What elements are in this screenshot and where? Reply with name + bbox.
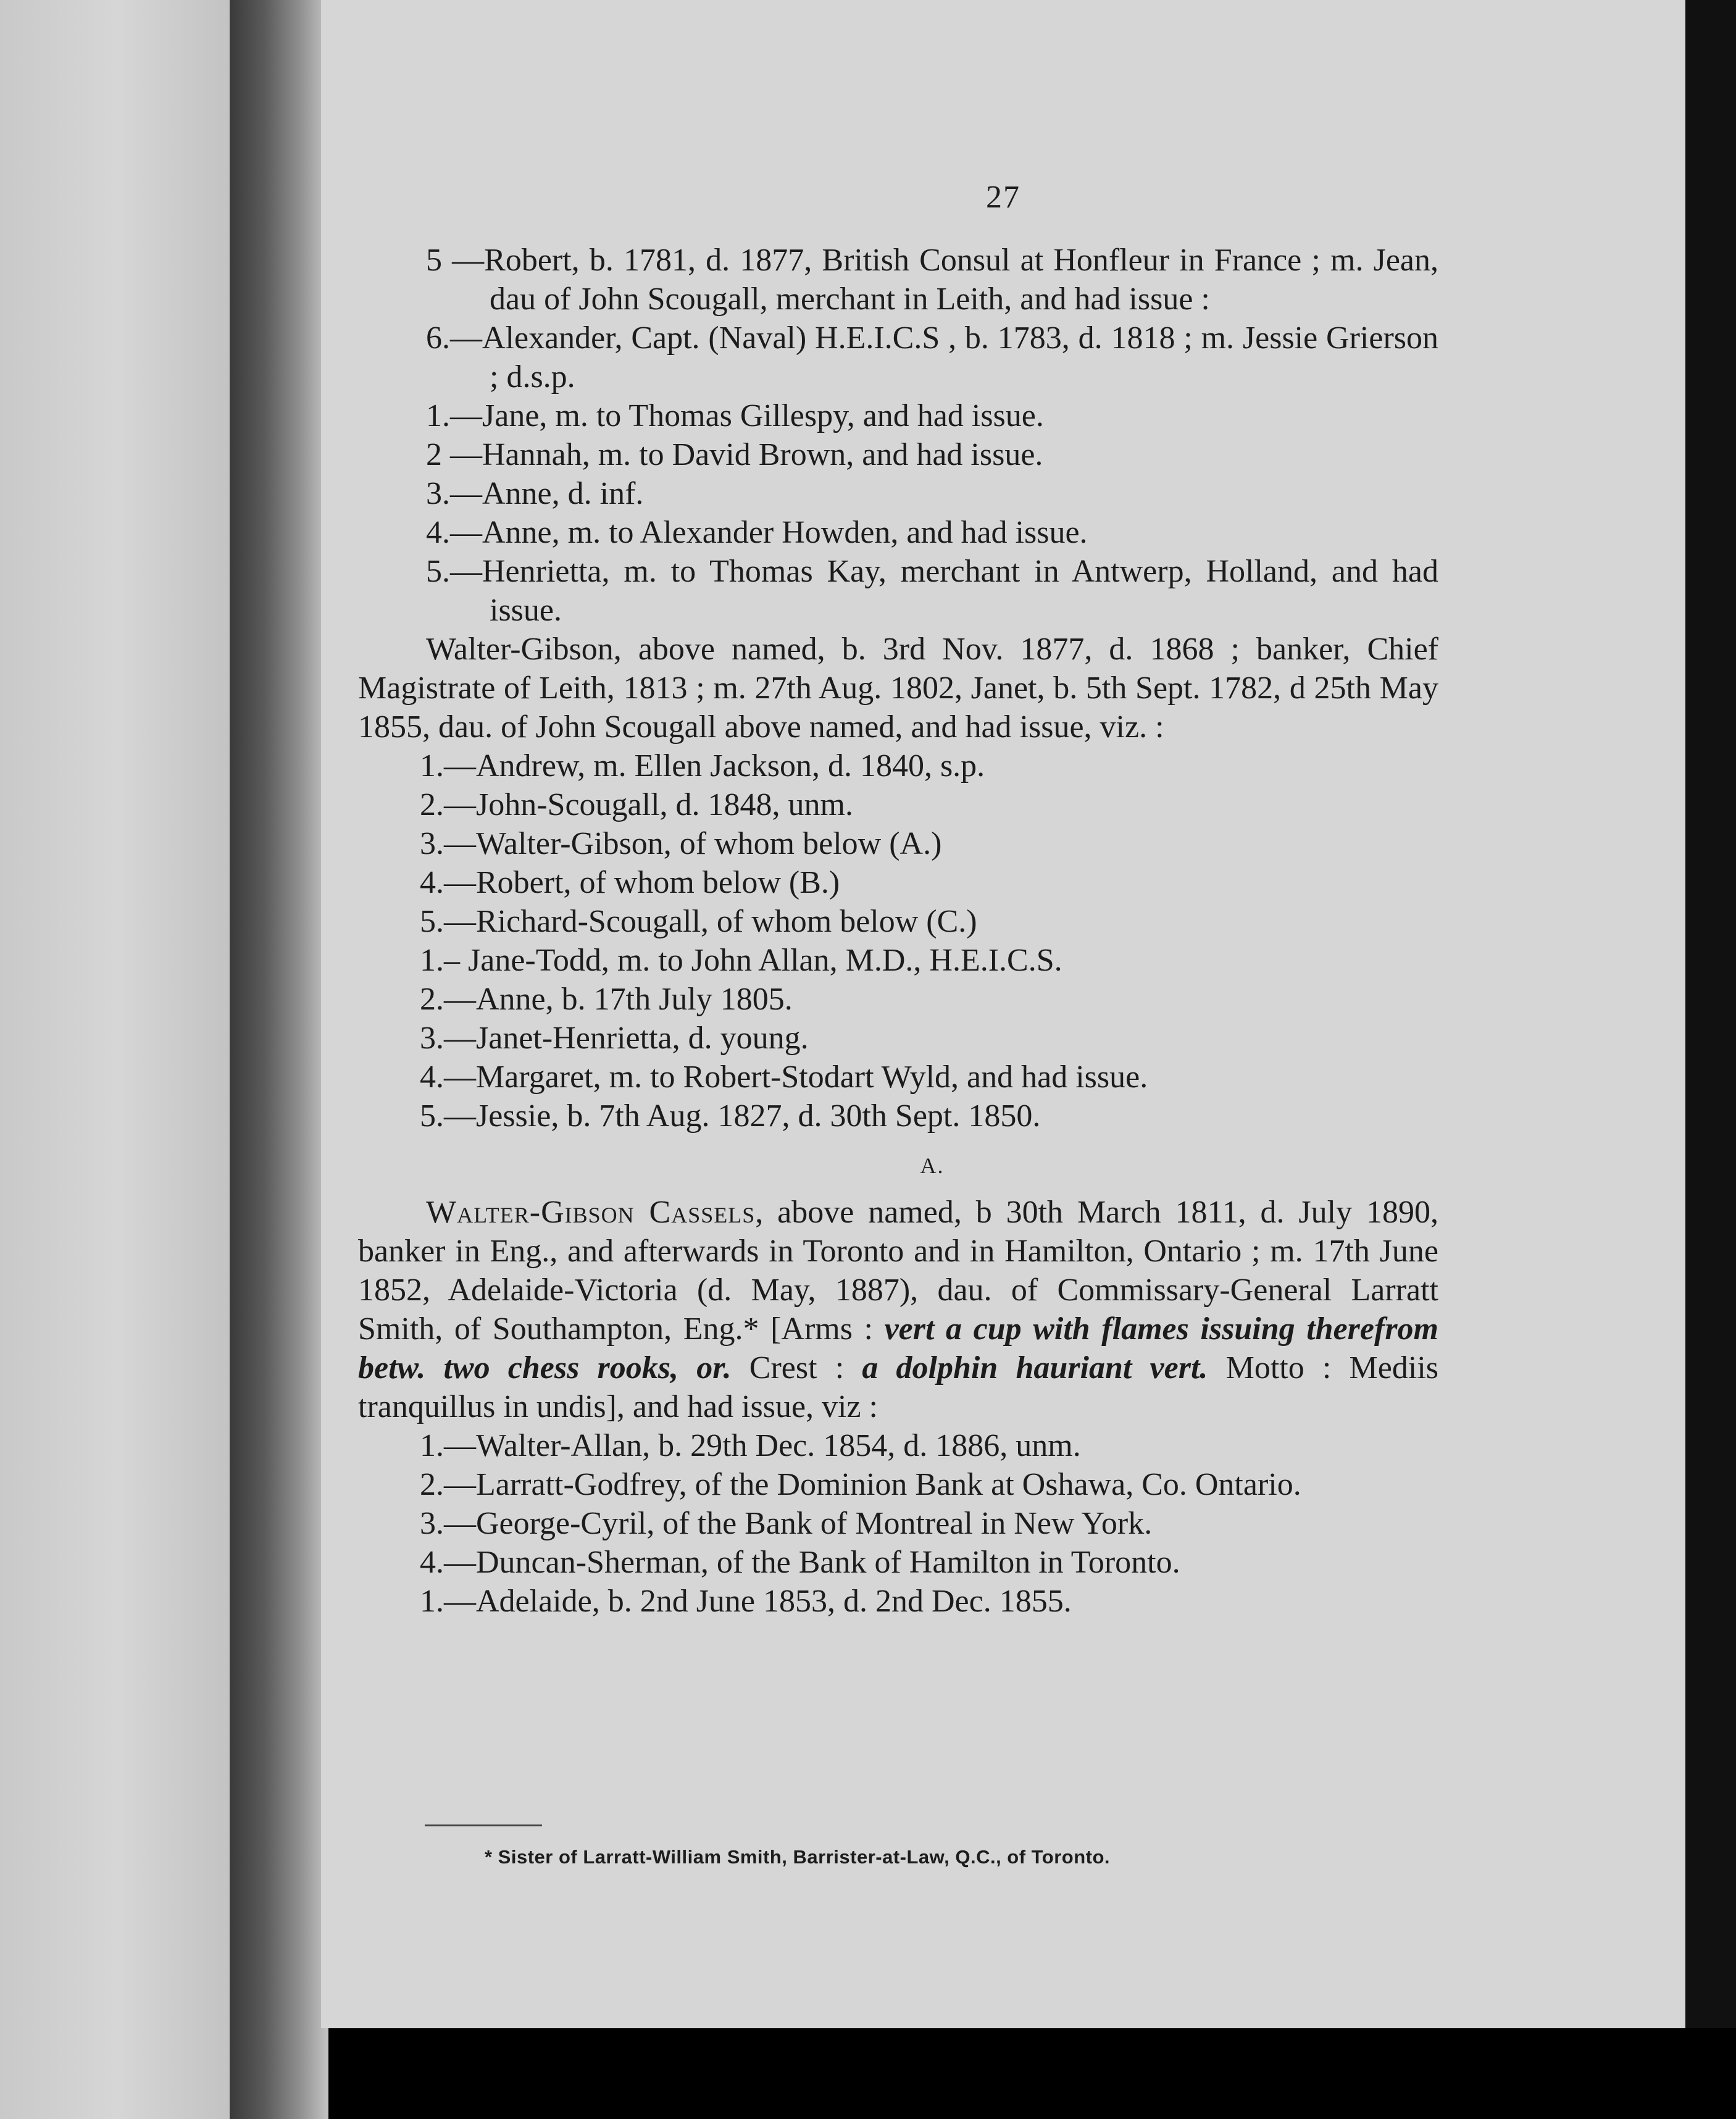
list-item: 4.—Duncan-Sherman, of the Bank of Hamilton in Toronto. [420,1545,1180,1580]
entry-robert: 5 —Robert, b. 1781, d. 1877, British Consul at Honfleur in France ; m. Jean, dau of John Scougall, merchant in Leith, and had issue : [426,243,1438,317]
list-item: 5.—Jessie, b. 7th Aug. 1827, d. 30th Sept. 1850. [420,1098,1041,1134]
list-item: 4.—Margaret, m. to Robert-Stodart Wyld, and had issue. [420,1060,1148,1095]
list-item: 2.—Larratt-Godfrey, of the Dominion Bank at Oshawa, Co. Ontario. [420,1467,1301,1502]
walter-gibson-paragraph: Walter-Gibson, above named, b. 3rd Nov. 1877, d. 1868 ; banker, Chief Magistrate of Leith, 1813 ; m. 27th Aug. 1802, Janet, b. 5th Sept. 1782, d 25th May 1855, dau. of John Scougall above named, and had issue, viz. : [358,632,1438,745]
entry-anne: 4.—Anne, m. to Alexander Howden, and had issue. [426,515,1088,550]
crest-blazon: a dolphin hauriant vert. [862,1350,1208,1386]
list-item: 1.– Jane-Todd, m. to John Allan, M.D., H.E.I.C.S. [420,943,1062,978]
list-item: 5.—Richard-Scougall, of whom below (C.) [420,904,977,939]
entry-jane: 1.—Jane, m. to Thomas Gillespy, and had issue. [426,398,1044,433]
section-a-children-list [420,1426,1438,1621]
list-item: 4.—Robert, of whom below (B.) [420,865,840,900]
entry-hannah: 2 —Hannah, m. to David Brown, and had issue. [426,437,1043,472]
entry-anne-inf: 3.—Anne, d. inf. [426,476,644,511]
list-item: 3.—Janet-Henrietta, d. young. [420,1021,809,1056]
section-a-text-2: Motto : Mediis tranquillus in undis], and had issue, viz : [358,1350,1439,1424]
page-edge [1685,0,1736,2028]
section-a-text-1: , above named, b 30th March 1811, d. July 1890, banker in Eng., and afterwards in Toronto and in Hamilton, Ontario ; m. 17th June 1852, Adelaide-Victoria (d. May, 1887), dau. of Commissary-General Larratt Smith, of Southampton, Eng.* [Arms : [358,1195,1438,1347]
list-item: 3.—George-Cyril, of the Bank of Montreal in New York. [420,1506,1153,1541]
section-a-paragraph [358,1193,1438,1426]
section-heading-a: A. [920,1153,945,1178]
crest-label: Crest : [731,1350,862,1386]
footnote-divider [425,1824,542,1826]
list-item: 2.—John-Scougall, d. 1848, unm. [420,787,853,822]
entry-alexander: 6.—Alexander, Capt. (Naval) H.E.I.C.S , b. 1783, d. 1818 ; m. Jessie Grierson ; d.s.p. [426,320,1438,395]
entry-henrietta: 5.—Henrietta, m. to Thomas Kay, merchant in Antwerp, Holland, and had issue. [426,554,1438,628]
list-item: 3.—Walter-Gibson, of whom below (A.) [420,826,942,861]
list-item: 2.—Anne, b. 17th July 1805. [420,982,793,1017]
book-gutter [230,0,328,2119]
walter-children-list [420,746,1438,1135]
page-number: 27 [986,180,1020,215]
list-item: 1.—Andrew, m. Ellen Jackson, d. 1840, s.p. [420,748,985,784]
facing-page [0,0,235,2119]
page-text [358,241,1439,1621]
list-item: 1.—Adelaide, b. 2nd June 1853, d. 2nd Dec. 1855. [420,1584,1072,1619]
section-a-name: Walter-Gibson Cassels [426,1195,756,1230]
list-item: 1.—Walter-Allan, b. 29th Dec. 1854, d. 1886, unm. [420,1428,1081,1463]
arms-blazon: vert a cup with flames issuing therefrom betw. two chess rooks, or. [358,1311,1438,1386]
footnote: * Sister of Larratt-William Smith, Barrister-at-Law, Q.C., of Toronto. [485,1846,1111,1868]
